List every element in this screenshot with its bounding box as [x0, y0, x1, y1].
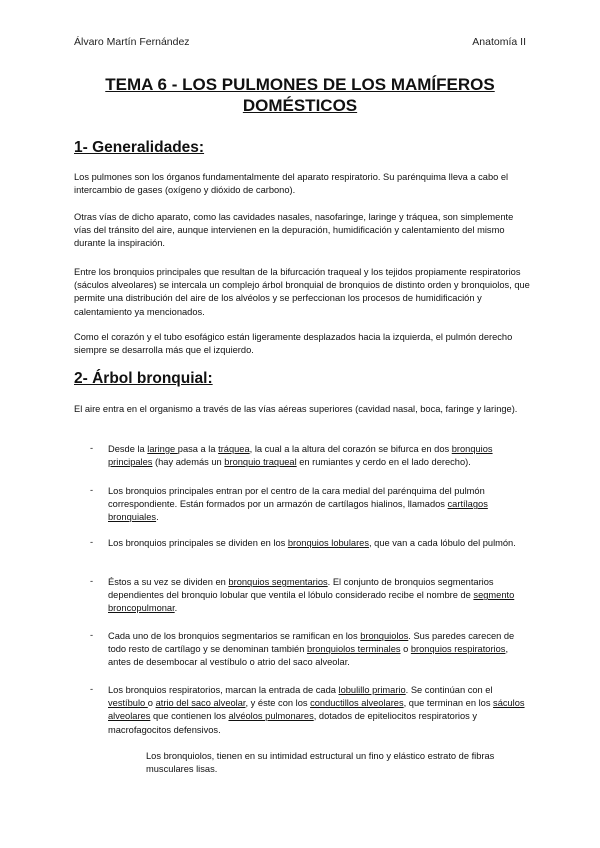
page-header [74, 36, 526, 50]
term: bronquios lobulares [287, 538, 370, 548]
term: bronquios segmentarios [228, 577, 328, 587]
term: bronquiolos terminales [306, 644, 401, 655]
bullet-dash: - [90, 537, 94, 547]
section-1-heading: 1- Generalidades: [74, 139, 205, 156]
list-item: Cada uno de los bronquios segmentarios se ramifican en los bronquiolos. Sus paredes carecen de todo resto de cartílago y se denominan también bronquiolos terminales o bronquios respiratorios, antes de desembocar al vestíbulo o atrio del saco alveolar. [108, 631, 515, 668]
bullet-dash: - [90, 576, 94, 586]
term: bronquios principales [108, 444, 493, 468]
term: lobulillo primario [338, 685, 406, 695]
term: atrio del saco alveolar [155, 698, 246, 709]
term: bronquiolos [360, 631, 409, 641]
section-1-paragraph-4: Como el corazón y el tubo esofágico están ligeramente desplazados hacia la izquierda, el pulmón derecho siempre se desarrolla más que el izquierdo. [74, 332, 513, 356]
term: vestíbulo [108, 698, 148, 709]
term: bronquios respiratorios [410, 644, 506, 655]
term: alvéolos pulmonares [228, 711, 314, 722]
section-1-paragraph-2: Otras vías de dicho aparato, como las cavidades nasales, nasofaringe, laringe y tráquea, son simplemente vías del tránsito del aire, aunque intervienen en la depuración, humidificación y calentamiento del mismo durante la inspiración. [74, 212, 514, 249]
bullet-dash: - [90, 485, 94, 495]
indented-note: Los bronquiolos, tienen en su intimidad estructural un fino y elástico estrato de fibras musculares lisas. [146, 751, 495, 775]
term: laringe [147, 444, 178, 454]
list-item: Los bronquios respiratorios, marcan la entrada de cada lobulillo primario. Se continúan con el vestíbulo o atrio del saco alveolar, y éste con los conductillos alveolares, que terminan en los sáculos alveolares que contienen los alvéolos pulmonares, dotados de epiteliocitos respiratorios y macrofagocitos defensivos. [108, 685, 525, 735]
list-item: Éstos a su vez se dividen en bronquios segmentarios. El conjunto de bronquios segmentarios dependientes del bronquio lobular que ventila el lóbulo considerado recibe el nombre de segmento broncopulmonar. [108, 577, 515, 614]
term: conductillos alveolares [310, 698, 404, 709]
document-title: TEMA 6 - LOS PULMONES DE LOS MAMÍFEROS DOMÉSTICOS [105, 75, 495, 115]
term: sáculos alveolares [108, 698, 525, 722]
list-item: Desde la laringe pasa a la tráquea, la cual a la altura del corazón se bifurca en dos bronquios principales (hay además un bronquio traqueal en rumiantes y cerdo en el lado derecho). [108, 444, 493, 468]
section-2-heading: 2- Árbol bronquial: [74, 370, 213, 387]
header-course: Anatomía II [472, 36, 526, 48]
term: tráquea [218, 444, 250, 454]
term: cartílagos bronquiales [108, 499, 488, 523]
list-item: Los bronquios principales entran por el centro de la cara medial del parénquima del pulmón correspondiente. Están formados por un armazón de cartílagos hialinos, llamados cartílagos bronquiales. [108, 486, 488, 523]
section-1-paragraph-3: Entre los bronquios principales que resultan de la bifurcación traqueal y los tejidos propiamente respiratorios (sáculos alveolares) se intercala un complejo árbol bronquial de bronquios de distinto orden y bronquiolos, que permite una distribución del aire de los alvéolos y se perfeccionan los procesos de humidificación y calentamiento ya mencionados. [74, 267, 530, 317]
bullet-dash: - [90, 684, 94, 694]
section-1-paragraph-1: Los pulmones son los órganos fundamentalmente del aparato respiratorio. Su parénquima lleva a cabo el intercambio de gases (oxígeno y dióxido de carbono). [74, 172, 509, 196]
list-item: Los bronquios principales se dividen en los bronquios lobulares, que van a cada lóbulo del pulmón. [108, 538, 516, 548]
term: bronquio traqueal [224, 457, 297, 468]
header-author: Álvaro Martín Fernández [74, 36, 190, 48]
bullet-dash: - [90, 630, 94, 640]
term: segmento broncopulmonar [108, 590, 515, 614]
section-2-intro: El aire entra en el organismo a través de las vías aéreas superiores (cavidad nasal, boca, faringe y laringe). [74, 404, 518, 414]
bullet-dash: - [90, 443, 94, 453]
